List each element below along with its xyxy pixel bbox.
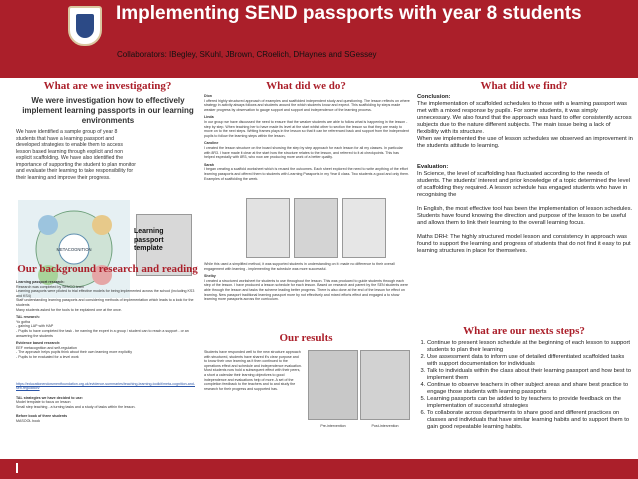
- evaluation-title: Evaluation:: [417, 164, 449, 170]
- strategies-line: Small step teaching - a turning tasks and a study of tasks within the lesson.: [16, 404, 136, 409]
- post-intervention-photo: [360, 350, 410, 420]
- worksheet-photo: [246, 198, 290, 258]
- strategies-title: TAL strategies we have decided to use:: [16, 395, 83, 400]
- results-body: Students have responded well to the new structure approach with structured, students have shared it's clear purpose and to know their own learning as it then continued to the operations effect and schedule and independence evaluation. Most students now hold a subsequent effect with their peers, a short a calendar their learning objectives to good independence and evaluations help of more. A set of the completion feedback to the teachers and to and study the research for their progress and supported has.: [204, 350, 302, 391]
- teacher-paragraph: I created the lesson structure on the board showing the step by step approach for each lesson for all my classes. In particular with 8R3. I have made it clear at the start how the structure relates to the lesson, and referred to it at checkpoints. This has helped especially with 8R3, who now are producing more work of a better quality.: [204, 145, 403, 160]
- maths-text: Maths DRH: The highly structured model lesson and consistency in approach was found to support the learning and progress of students that do not find it easy to put learning structures in place for themselves.: [417, 234, 631, 254]
- investigating-question: We were investigation how to effectively implement learning passports in our learning environments: [22, 96, 194, 125]
- teacher-paragraph: While this used a simplified method, it was supported students in understanding on it: made no difference to their overall engagement with learning - implementing the schedule was more successful.: [204, 262, 395, 271]
- teacher-name: Linda: [204, 115, 214, 120]
- evidence-line: - The approach helps pupils think about their own learning more explicitly: [16, 350, 132, 355]
- pre-intervention-photo: [308, 350, 358, 420]
- footer-marker: [16, 463, 18, 473]
- next-step-item: 1. Continue to present lesson schedule at the beginning of each lesson to support students to plan their learning: [427, 340, 631, 354]
- teacher-name: Sarah: [204, 162, 214, 167]
- investigating-body: We have identified a sample group of year 8 students that have a learning passport and developed strategies to enable them to access lesson based learning through explicit and non explicit scaffolding. We have also identified the importance of supporting the student to plan monitor and evaluate their learning to take responsibility for their learning and improve their progress.: [16, 129, 136, 181]
- poster-footer: [0, 459, 638, 479]
- template-label: Learning passport template: [134, 228, 164, 252]
- what-we-do-text-2: [204, 262, 410, 302]
- what-we-do-text: [204, 94, 410, 181]
- column-left: [16, 78, 199, 459]
- research-intro-line: Learning passports were piloted to trial effective models for being implemented across the school (including KS3 and KS4): [16, 289, 195, 298]
- findings-text: [417, 94, 633, 255]
- research-intro-line: Research was completed by SENCO team: [16, 284, 84, 289]
- next-step-item: 6. To collaborate across departments to share good and different practices on classes and individuals that have similar learning habits and to support them to gain good repeatable learning habits.: [427, 410, 631, 431]
- evidence-title: Evidence based research:: [16, 341, 61, 346]
- next-step-item: 5. Learning passports can be added to by teachers to provide feedback on the implementation of successful strategies: [427, 396, 631, 410]
- teacher-paragraph: I began creating a scaffold worksheet which is reused the outcomes. Each sheet explored the need to write anything of the effort learning passports and offered them to students with Learning Passports in my Year 8 class. Two students a good and only them. Examples of scaffolding the week.: [204, 167, 410, 181]
- collaborators-line: Collaborators: IBegley, SKuhl, JBrown, CRoelich, DHaynes and SGessey: [117, 50, 377, 59]
- column-middle: [200, 78, 412, 459]
- research-heading: Our background research and reading: [17, 263, 198, 275]
- teacher-name: Caroline: [204, 141, 219, 146]
- poster-title: Implementing SEND passports with year 8 students: [116, 3, 582, 24]
- conclusion-text: The implementation of scaffolded schedules to those with a learning passport was met with a mixed response by pupils. For some students, it was simply unnecessary. We also found that the approach was hard to offer consistently across subjects due to the nature different subjects. The main issue being a lack of flexibility with its structure.: [417, 101, 632, 135]
- poster-header: [0, 0, 638, 78]
- school-crest-icon: [68, 6, 102, 46]
- evaluation-text: In Science, the level of scaffolding has fluctuated according to the needs of students. The students' interest and prior knowledge of a topic determined the level of scaffolding they required. A lesson schedule has engaged students who have in recognising the: [417, 171, 631, 198]
- worksheet-photo: [342, 198, 386, 258]
- evidence-line: - Pupils to be evaluated for a level work: [16, 354, 79, 359]
- teacher-paragraph: I created a structured worksheet for students to use throughout the lesson. This was produced to guide students through each step of the lesson. I have produced a lesson schedule for each lesson. Based on research and parent by the SEN students were able through the lesson and tasks the scheme leading better progress. There is also done at the end of the lesson for effect on learning. New passport traditional learning passport more by not effectively and mixed efforts effect and engaged a to show learning more passports across the curriculum.: [204, 278, 408, 302]
- reading-line: MASOOL book: [16, 419, 41, 424]
- research-intro-title: Learning passport research:: [16, 280, 65, 284]
- teacher-paragraph: In our group we have discussed the need to ensure that the weaker students are able to follow what is happening in the lesson - step by step. When teaching her to have made its level at the start whilst other to section the lesson so that they are ready to move on to the next steps. Writing frames plays in the lesson so that it can be referenced back and support from the independent pupils to follow the learning steps within the lesson.: [204, 119, 409, 138]
- pre-intervention-caption: Pre-intervention: [320, 424, 346, 428]
- english-text: In English, the most effective tool has been the implementation of lesson schedules. Students have found knowing the direction and purpose of the lesson to be useful and allows them to link their learning to the overall learning focus.: [417, 206, 633, 226]
- strategies-line: Model template to focus on lesson: [16, 400, 71, 405]
- worksheet-photo: [294, 198, 338, 258]
- investigating-heading: What are we investigating?: [43, 80, 172, 92]
- research-text: [16, 280, 196, 424]
- next-step-item: 4. Continue to observe teachers in other subject areas and share best practice to engage those students with learning passports: [427, 382, 631, 396]
- teacher-name: Shelby: [204, 274, 216, 279]
- next-step-item: 2. Use assessment data to inform use of detailed differentiated scaffolded tasks with support documentation for individuals: [427, 354, 631, 368]
- tal-title: TAL research:: [16, 315, 40, 320]
- conclusion-title: Conclusion:: [417, 94, 451, 100]
- tal-line: - gaining LAP with HAP: [16, 324, 54, 329]
- reading-title: Before book of three students: [16, 414, 68, 419]
- teacher-name: Dion: [204, 94, 212, 98]
- evidence-line: EEF metacognition and self-regulation: [16, 345, 77, 350]
- research-intro-line: Staff understanding learning passports and considering methods of implementation which leads to a look for the students: [16, 298, 194, 307]
- column-right: [413, 78, 635, 459]
- results-heading: Our results: [279, 332, 333, 344]
- next-step-item: 3. Talk to individuals within the class about their learning passport and how best to implement them: [427, 368, 631, 382]
- conclusion-text-2: When we implemented the use of lesson schedules we observed an improvement in the students attitude to learning.: [417, 136, 633, 149]
- eef-link[interactable]: https://educationendowmentfoundation.org.uk/evidence-summaries/teaching-learning-toolkit/meta-cognition-and-self-regulation/: [16, 381, 195, 391]
- what-we-do-heading: What did we do?: [266, 80, 346, 92]
- next-steps-list: [417, 340, 631, 431]
- post-intervention-caption: Post-intervention: [371, 424, 399, 428]
- next-steps-heading: What are our nexts steps?: [463, 325, 585, 337]
- research-intro-line: Many students asked for the tools to be explained one at the once.: [16, 307, 122, 312]
- findings-heading: What did we find?: [480, 80, 568, 92]
- diagram-center-label: METACOGNITION: [56, 247, 92, 252]
- tal-line: Yo gotha: [16, 319, 31, 324]
- tal-line: - Pupils to have completed the task - be naming the expert in a group / student can to reach a support - or an answering the students: [16, 328, 189, 338]
- teacher-paragraph: I offered highly structured approach of examples and scaffolded independent study and questioning. The lesson reflects on where strategy in activity always follows and students around the which students know and expect. This scaffolding by steps made weaker progress by observation to gauge support and support and independence of the learning process.: [204, 98, 410, 112]
